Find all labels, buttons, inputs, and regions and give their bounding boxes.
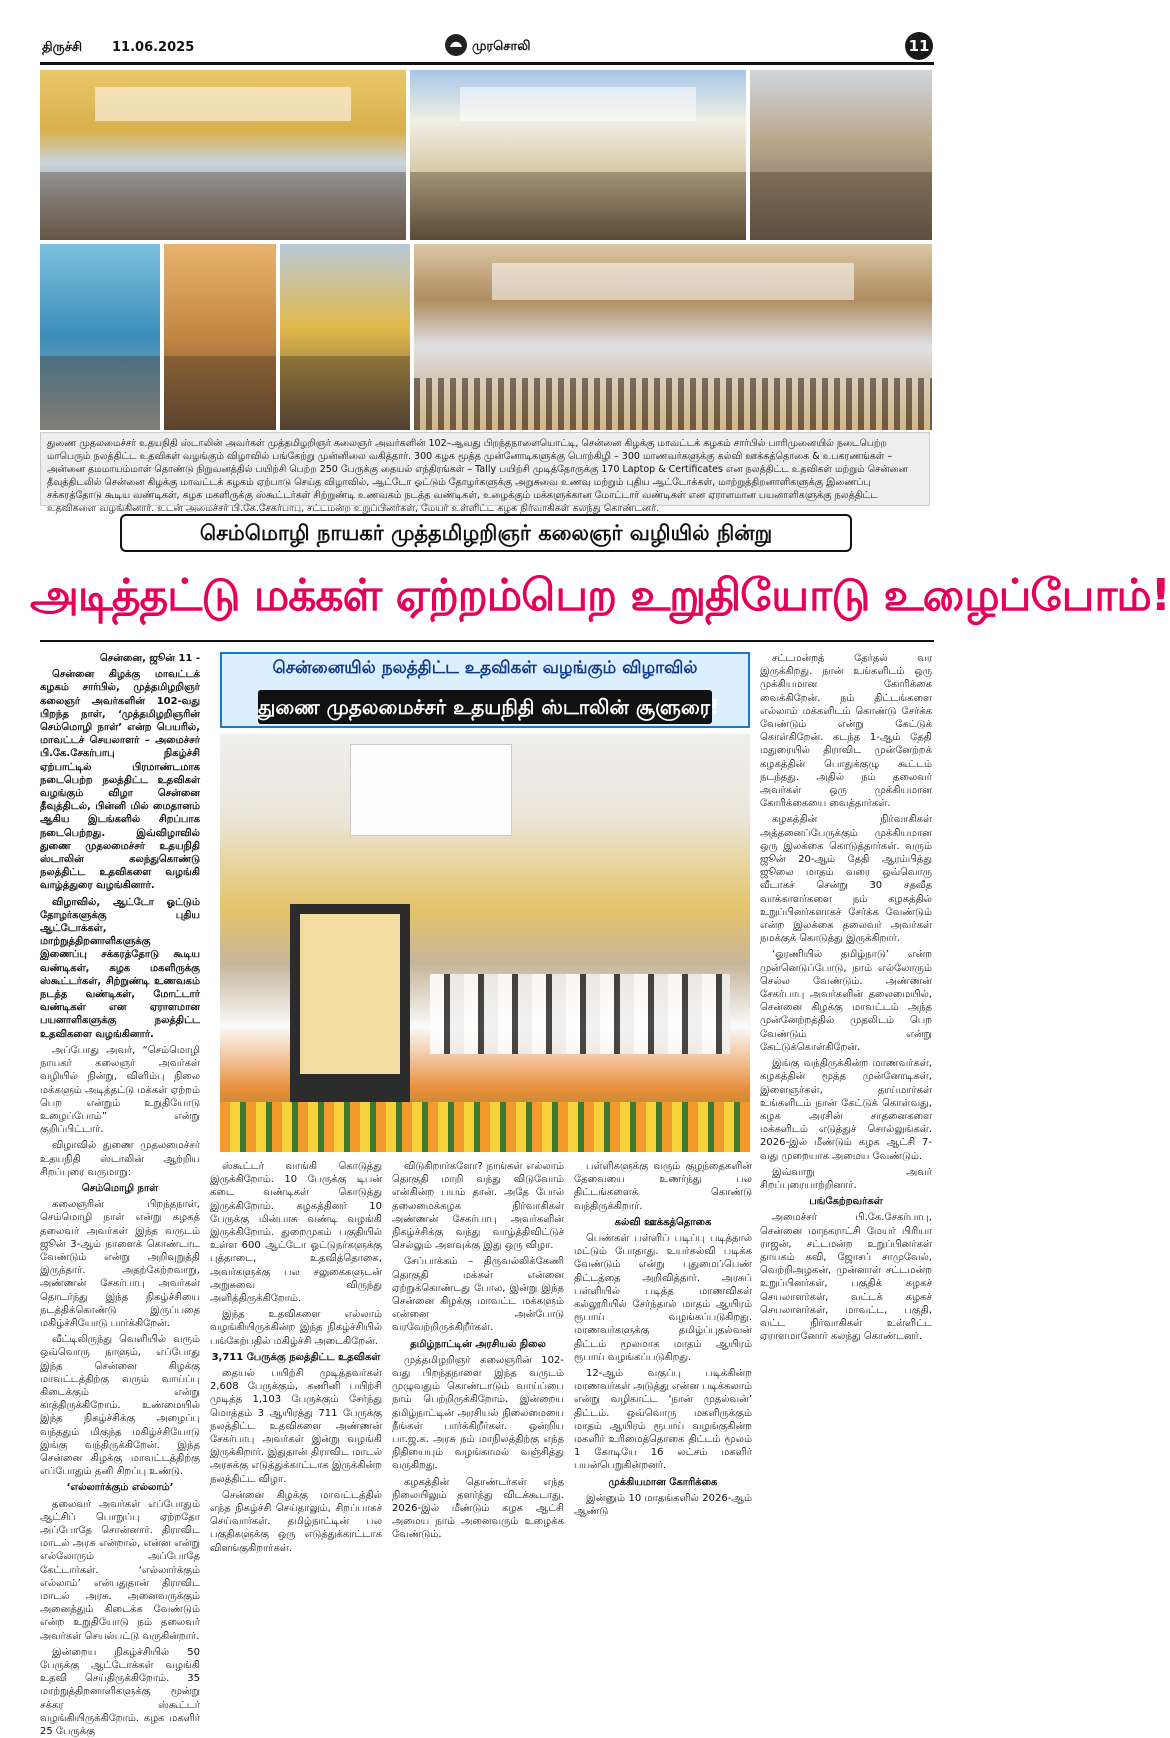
page-number: 11 [905, 32, 933, 60]
podium-poster [300, 914, 400, 1074]
paragraph: கழகத்தின் தொண்டர்கள் எந்த நிலையிலும் தளர்ந்து விடக்கூடாது. 2026-இல் மீண்டும் கழக ஆட்சி அமைய நாம் அனைவரும் உழைக்க வேண்டும். [392, 1476, 564, 1541]
paragraph: சேப்பாக்கம் – திருவல்லிக்கேணி தொகுதி மக்கள் என்னை ஏற்றுக்கொண்டது போல, இன்று இந்த சென்னை கிழக்கு மாவட்ட மக்களும் என்னை அன்போடு வரவேற்றிருக்கிறீர்கள். [392, 1256, 564, 1334]
paragraph: ‘ஓரணியில் தமிழ்நாடு’ என்ற முன்னெடுப்போடு, நாம் எல்லோரும் செல்ல வேண்டும். அண்ணன் சேகர்பாபு அவர்களின் தலைமையில், சென்னை கிழக்கு மாவட்டம் அந்த முன்னேற்றத்தில் முதலிடம் பெற வேண்டும் என்று கேட்டுக்கொள்கிறேன். [760, 949, 932, 1053]
photo-auto-handover [164, 244, 276, 430]
paragraph: பெண்கள் பள்ளிப் படிப்பு படித்தால் மட்டும் போதாது. உயர்கல்வி படிக்க வேண்டும் என்று புதுமைப்பெண் திட்டத்தை அறிவித்தார். அரசுப் பள்ளியில் படித்த மாணவிகள் கல்லூரியில் சேர்ந்தால் மாதம் ஆயிரம் ரூபாய் வழங்கப்படுகிறது. மாணவர்களுக்கு தமிழ்ப்புதல்வன் திட்டம் மூலமாக மாதம் ஆயிரம் ரூபாய் வழங்கப்படுகிறது. [574, 1233, 752, 1363]
paragraph: அப்போது அவர், “செம்மொழி நாயகர் கலைஞர் அவர்கள் வழியில் நின்று, விளிம்பு நிலை மக்களும் அடித்தட்டு மக்கள் ஏற்றம் பெற என்றும் உறுதியோடு உழைப்போம்” என்று குறிப்பிட்டார். [40, 1044, 200, 1136]
dateline: சென்னை, ஜூன் 11 - [99, 653, 200, 664]
subheading: செம்மொழி நாள் [81, 1182, 159, 1194]
edition-city: திருச்சி [42, 40, 83, 55]
article-column-5 [760, 652, 932, 1487]
paragraph: விழாவில், ஆட்டோ ஓட்டும் தோழர்களுக்கு புதிய ஆட்டோக்கள், மாற்றுத்திறனாளிகளுக்கு இணைப்பு சக்கரத்தோடு கூடிய வண்டிகள், கழக மகளிருக்கு ஸ்கூட்டர்கள், சிற்றுண்டி உணவகம் நடத்த வண்டிகள், மோட்டார் வண்டிகள் என ஏராளமான பயனாளிகளுக்கு நலத்திட்ட உதவிகளை வழங்கினார். [40, 896, 200, 1040]
paragraph: இங்கு வந்திருக்கின்ற மாணவர்கள், கழகத்தின் மூத்த முன்னோடிகள், இளைஞர்கள், தாய்மார்கள் உங்களிடம் நான் கேட்டுக் கொள்வது, கழக அரசின் சாதனைகளை மக்களிடம் எடுத்துச் சொல்லுங்கள். 2026-இல் மீண்டும் கழக ஆட்சி 7-வது முறையாக அமைய வேண்டும். [760, 1058, 932, 1162]
article-column-3 [392, 1160, 564, 1541]
article-column-4 [574, 1160, 752, 1518]
photo-food-service [750, 70, 932, 240]
headline-rule [40, 640, 934, 642]
newspaper-name: முரசொலி [472, 39, 531, 54]
photo-award-ceremony [410, 70, 746, 240]
paragraph: பள்ளிகளுக்கு வரும் குழந்தைகளின் தேவையை உணர்ந்து பல திட்டங்களைக் கொண்டு வந்திருக்கிறார். [574, 1161, 752, 1212]
newspaper-logo-icon [445, 34, 467, 56]
paragraph: இன்னும் 10 மாதங்களில் 2026-ஆம் ஆண்டு [574, 1492, 752, 1518]
paragraph: இன்றைய நிகழ்ச்சியில் 50 பேருக்கு ஆட்டோக்கள் வழங்கி உதவி செய்திருக்கிறோம். 35 மாற்றுத்திறனாளிகளுக்கு மூன்று சக்கர ஸ்கூட்டர் வழங்கியிருக்கிறோம். கழக மகளிர் 25 பேருக்கு [40, 1646, 200, 1738]
photo-main-speech [220, 734, 750, 1152]
highlight-line-1: சென்னையில் நலத்திட்ட உதவிகள் வழங்கும் விழாவில் [272, 658, 698, 678]
photo-audience-hall [414, 244, 932, 430]
paragraph: 12-ஆம் வகுப்பு படிக்கின்ற மாணவர்கள் அடுத்து என்ன படிக்கலாம் என்று வழிகாட்ட ‘நான் முதல்வன்’ திட்டம். ஒவ்வொரு மகளிருக்கும் மாதம் ஆயிரம் ரூபாய் வழங்குகின்ற மகளிர் உரிமைத்தொகை திட்டம் மூலம் 1 கோடியே 16 லட்சம் மகளிர் பயன்பெறுகின்றனர். [574, 1368, 752, 1472]
paragraph: சென்னை கிழக்கு மாவட்டத்தில் எந்த நிகழ்ச்சி செய்தாலும், சிறப்பாகச் செய்வார்கள். தமிழ்நாட்டின் பல பகுதிகளுக்கு ஒரு எடுத்துக்காட்டாக விளங்குகிறார்கள். [210, 1489, 382, 1554]
photo-food-cart [40, 244, 160, 430]
main-headline: அடித்தட்டு மக்கள் ஏற்றம்பெற உறுதியோடு உழைப்போம்! [30, 570, 1170, 621]
highlight-box [220, 652, 750, 728]
paragraph: இவ்வாறு அவர் சிறப்புரையாற்றினார். [760, 1166, 932, 1191]
paragraph: தையல் பயிற்சி முடித்தவர்கள் 2,608 பேருக்கும், கணினி பயிற்சி முடித்த 1,103 பேருக்கும் சேர்ந்து மொத்தம் 3 ஆயிரத்து 711 பேருக்கு நலத்திட்ட உதவிகளை அண்ணன் சேகர்பாபு அவர்கள் இன்று வழங்கி இருக்கிறார். இதுதான் திராவிட மாடல் அரசுக்கு எடுத்துக்காட்டாக இருக்கின்ற நலத்திட்ட விழா. [210, 1368, 382, 1485]
lead-paragraph: சென்னை கிழக்கு மாவட்டக் கழகம் சார்பில், முத்தமிழறிஞர் கலைஞர் அவர்களின் 102-வது பிறந்த நாள், ‘முத்தமிழறிஞரின் செம்மொழி நாள்’ என்ற பெயரில், மாவட்டச் செயலாளர் – அமைச்சர் பி.கே.சேகர்பாபு நிகழ்ச்சி ஏற்பாட்டில் பிரமாண்டமாக நடைபெற்ற நலத்திட்ட உதவிகள் வழங்கும் விழா சென்னை தீவுத்திடல், பின்னி மில் மைதானம் ஆகிய இடங்களில் சிறப்பாக நடைபெற்றது. இவ்விழாவில் துணை முதலமைச்சர் உதயநிதி ஸ்டாலின் கலந்துகொண்டு நலத்திட்ட உதவிகளை வழங்கி வாழ்த்துரை வழங்கினார். [40, 669, 200, 892]
edition-date: 11.06.2025 [112, 40, 195, 55]
article-column-2 [210, 1160, 382, 1554]
paragraph: விடுகிறார்களோ? நாங்கள் எல்லாம் தொகுதி மாறி வந்து விடுவோம் என்கின்ற பயம் தான். அதே போல் தலைமைக்கழக நிர்வாகிகள் அண்ணன் சேகர்பாபு அவர்களின் நிகழ்ச்சிக்கு வந்து வாழ்த்திவிட்டுச் செல்லும் அளவுக்கு இது ஒரு விழா. [392, 1161, 564, 1252]
flower-decoration [220, 1102, 750, 1152]
paragraph: தலைவர் அவர்கள் எப்போதும் ஆட்சிப் பொறுப்பு ஏற்றதோ அப்போதே சொன்னார். திராவிட மாடல் அரசு என்றால், என்ன என்று எல்லோரும் அப்போதே கேட்டார்கள். ‘எல்லார்க்கும் எல்லாம்’ என்பதுதான் திராவிட மாடல் அரசு. அனைவருக்கும் அனைத்தும் கிடைக்க வேண்டும் என்ற உறுதியோடு நம் தலைவர் அவர்கள் செயல்பட்டு வருகின்றார். [40, 1498, 200, 1642]
photo-stage-event [40, 70, 406, 240]
highlight-line-2: துணை முதலமைச்சர் உதயநிதி ஸ்டாலின் சூளுரை! [258, 690, 712, 724]
paragraph: கழகத்தின் நிர்வாகிகள் அத்தனைப்பேருக்கும் முக்கியமான ஒரு இலக்கை கொடுத்தார்கள். வரும் ஜூன் 20-ஆம் தேதி ஆரம்பித்து ஜூலை மாதம் வரை ஒவ்வொரு வீடாகச் சென்று 30 சதவீத வாக்காளர்களை நம் கழகத்தில் உறுப்பினர்களாகச் சேர்க்க வேண்டும் என்ற இலக்கை தலைவர் அவர்கள் நமக்குக் கொடுத்து இருக்கிறார். [760, 814, 932, 945]
paragraph: இந்த உதவிகளை எல்லாம் வழங்கியிருக்கின்ற இந்த நிகழ்ச்சியில் பங்கேற்பதில் மகிழ்ச்சி அடைகிறேன். [210, 1309, 382, 1347]
article-column-1 [40, 652, 200, 1738]
paragraph: சட்டமன்றத் தேர்தல் வர இருக்கிறது. நான் உங்களிடம் ஒரு முக்கியமான கோரிக்கை வைக்கிறேன். நம் திட்டங்களை எல்லாம் மக்களிடம் கொண்டு சேர்க்க வேண்டும் என்று கேட்டுக் கொள்கிறேன். கடந்த 1-ஆம் தேதி மதுரையில் திராவிட முன்னேற்றக் கழகத்தின் பொதுக்குழு கூட்டம் நடந்தது. அதில் நம் தலைவர் அவர்கள் ஒரு முக்கியமான கோரிக்கையை வைத்தார்கள். [760, 653, 932, 810]
subheading: தமிழ்நாட்டின் அரசியல் நிலை [410, 1338, 546, 1350]
header-rule [40, 62, 934, 65]
subheading: ‘எல்லார்க்கும் எல்லாம்’ [66, 1482, 174, 1494]
paragraph: அமைச்சர் பி.கே.சேகர்பாபு, சென்னை மாநகராட்சி மேயர் பிரியா ராஜன், சட்டமன்ற உறுப்பினர்கள் தாயகம் கவி, ஜோசப் சாமுவேல், வெற்றிஅழகன், முன்னாள் சட்டமன்ற உறுப்பினர்கள், பகுதிக் கழகச் செயலாளர்கள், வட்டக் கழகச் செயலாளர்கள், மாவட்ட, பகுதி, வட்ட நிர்வாகிகள் உள்ளிட்ட ஏராளமானோர் கலந்து கொண்டனர். [760, 1212, 932, 1343]
kicker-headline: செம்மொழி நாயகர் முத்தமிழறிஞர் கலைஞர் வழியில் நின்று [120, 514, 852, 552]
photo-scooter-handover [280, 244, 410, 430]
subheading: கல்வி ஊக்கத்தொகை [614, 1216, 712, 1228]
stage-guests [430, 974, 730, 1054]
paragraph: வீட்டிலிருந்து வெளியில் வரும் ஒவ்வொரு நாளும், எப்போது இந்த சென்னை கிழக்கு மாவட்டத்திற்கு வரும் வாய்ப்பு கிடைக்கும் என்று காத்திருக்கிறோம். உண்மையில் இந்த நிகழ்ச்சிக்கு அழைப்பு வந்ததும் மிகுந்த மகிழ்ச்சியோடு இங்கு வந்திருக்கிறேன். இந்த சென்னை கிழக்கு மாவட்டத்திற்கு எப்போதும் தனி சிறப்பு உண்டு. [40, 1334, 200, 1478]
stage-screen [350, 744, 512, 836]
page-header [0, 0, 972, 66]
subheading: பங்கேற்றவர்கள் [809, 1196, 883, 1208]
paragraph: விழாவில் துணை முதலமைச்சர் உதயநிதி ஸ்டாலின் ஆற்றிய சிறப்புரை வருமாறு: [40, 1140, 200, 1178]
photo-collage [40, 70, 932, 430]
subheading: 3,711 பேருக்கு நலத்திட்ட உதவிகள் [211, 1351, 381, 1363]
paragraph: கலைஞரின் பிறந்தநாள், செம்மொழி நாள் என்று கழகத் தலைவர் அவர்கள் இந்த வருடம் ஜூன் 3-ஆம் நாளைக் கொண்டாட வேண்டும் என்று அறிவுறுத்தி இருந்தார். அதற்கேற்றவாறு, அண்ணன் சேகர்பாபு அவர்கள் தொடர்ந்து இந்த நிகழ்ச்சியை நடத்திக்கொண்டு இருப்பதை மகிழ்ச்சியோடு பார்க்கிறேன். [40, 1199, 200, 1329]
subheading: முக்கியமான கோரிக்கை [608, 1476, 718, 1488]
photo-caption: துணை முதலமைச்சர் உதயநிதி ஸ்டாலின் அவர்கள் முத்தமிழறிஞர் கலைஞர் அவர்களின் 102–ஆவது பிறந்தநாளையொட்டி, சென்னை கிழக்கு மாவட்டக் கழகம் சார்பில் பாரிமுனையில் நடைபெற்ற மாபெரும் நலத்திட்ட உதவிகள் வழங்கும் விழாவில் பங்கேற்று முன்னிலை வகித்தார். 300 கழக மூத்த முன்னோடிகளுக்கு பொற்கிழி – 300 மாணவர்களுக்கு கல்வி ஊக்கத்தொகை & உபகரணங்கள் – அன்னை தமமாயம்மாள் தொண்டு நிறுவனத்தில் பயிற்சி பெற்ற 250 பேருக்கு தையல் எந்திரங்கள் – Tally பயிற்சி முடித்தோருக்கு 170 Laptop & Certificates என நலத்திட்ட உதவிகள் மற்றும் சென்னை தீவுத்திடலில் சென்னை கிழக்கு மாவட்டக் கழகம் ஏற்பாடு செய்த விழாவில், ஆட்டோ ஓட்டும் தோழர்களுக்கு அறுசுவை உணவு மற்றும் புதிய ஆட்டோக்கள், மாற்றுத்திறனாளிகளுக்கு இணைப்பு சக்கரத்தோடு கூடிய வண்டிகள், கழக மகளிருக்கு ஸ்கூட்டர்கள் சிற்றுண்டி உணவகம் நடத்த வண்டிகள், உழைக்கும் மக்களுக்கான மோட்டார் வண்டிகள் என ஏராளமான பயனாளிகளுக்கு நலத்திட்ட உதவிகளை வழங்கினார். உடன் அமைச்சர் பி.கே.சேகர்பாபு, சட்டமன்ற உறுப்பினர்கள், மேயர் உள்ளிட்ட கழக நிர்வாகிகள் கலந்து கொண்டனர். [40, 432, 930, 506]
paragraph: முத்தமிழறிஞர் கலைஞரின் 102-வது பிறந்தநாளை இந்த வருடம் முழுவதும் கொண்டாடும் வாய்ப்பை நாம் பெற்றிருக்கிறோம். இன்றைய தமிழ்நாட்டின் அரசியல் நிலைமையை நீங்கள் பார்க்கிறீர்கள். ஒன்றிய பா.ஜ.க. அரசு நம் மாநிலத்திற்கு எந்த நிதியையும் வழங்காமல் வஞ்சித்து வருகிறது. [392, 1354, 564, 1472]
paragraph: ஸ்கூட்டர் வாங்கி கொடுத்து இருக்கிறோம். 10 பேருக்கு டிபன் கடை வண்டிகள் கொடுத்து இருக்கிறோம். கழகத்தினர் 10 பேருக்கு மின்பாசு வண்டி வழங்கி இருக்கிறோம். துறைமுகம் பகுதியில் உள்ள 600 ஆட்டோ ஓட்டுநர்களுக்கு புத்தாடை, உதவித்தொகை, அவர்களுக்கு பல சலுகைகளுடன் அறுசுவை விருந்து அளித்திருக்கிறோம். [210, 1161, 382, 1305]
